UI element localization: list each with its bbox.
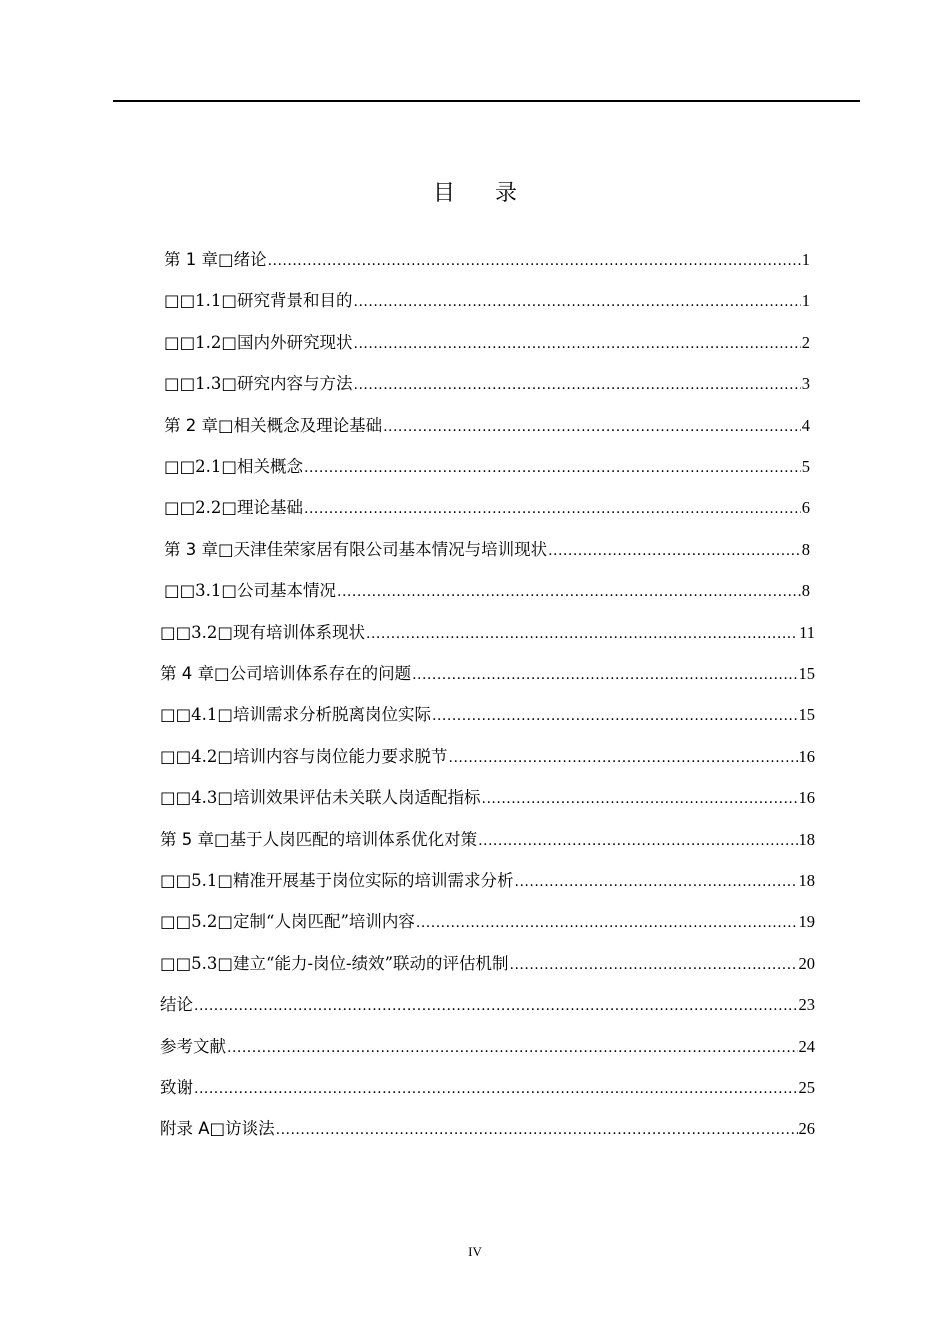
toc-entry-title: □□4.3□培训效果评估未关联人岗适配指标 — [160, 788, 481, 807]
dot-leader — [416, 909, 798, 937]
dot-leader — [227, 1034, 798, 1062]
dot-leader — [449, 744, 798, 772]
toc-entry[interactable] — [160, 1033, 815, 1061]
toc-entry-title: 第 3 章□天津佳荣家居有限公司基本情况与培训现状 — [164, 540, 548, 559]
dot-leader — [515, 868, 798, 896]
toc-entry-page: 24 — [798, 1037, 815, 1056]
toc-entry-page: 8 — [801, 581, 810, 600]
toc-entry-title: 第 5 章□基于人岗匹配的培训体系优化对策 — [160, 830, 478, 849]
dot-leader — [412, 661, 797, 689]
toc-entry-title: 第 2 章□相关概念及理论基础 — [164, 416, 383, 435]
toc-entry[interactable] — [164, 536, 810, 564]
toc-entry[interactable] — [160, 743, 815, 771]
toc-entry-page: 8 — [801, 540, 810, 559]
dot-leader — [366, 620, 798, 648]
dot-leader — [432, 702, 797, 730]
toc-entry[interactable] — [160, 1074, 815, 1102]
dot-leader — [510, 951, 798, 979]
toc-entry-page: 26 — [798, 1119, 815, 1138]
toc-entry-page: 1 — [801, 291, 810, 310]
toc-entry-page: 16 — [798, 788, 815, 807]
toc-entry-title: □□4.2□培训内容与岗位能力要求脱节 — [160, 747, 448, 766]
toc-entry[interactable] — [164, 412, 810, 440]
toc-entry-page: 25 — [798, 1078, 815, 1097]
toc-entry[interactable] — [164, 453, 810, 481]
toc-entry-title: □□5.3□建立“能力-岗位-绩效”联动的评估机制 — [160, 954, 509, 973]
toc-entry-page: 15 — [798, 664, 815, 683]
toc-entry[interactable] — [164, 329, 810, 357]
toc-entry-page: 4 — [801, 416, 810, 435]
toc-entry-page: 15 — [798, 705, 815, 724]
toc-entry-page: 16 — [798, 747, 815, 766]
toc-entry-title: □□1.2□国内外研究现状 — [164, 333, 353, 352]
dot-leader — [354, 288, 801, 316]
toc-entry[interactable] — [164, 577, 810, 605]
toc-entry-page: 11 — [799, 623, 815, 642]
dot-leader — [337, 578, 801, 606]
toc-entry[interactable] — [164, 370, 810, 398]
dot-leader — [478, 827, 797, 855]
dot-leader — [268, 247, 801, 275]
dot-leader — [276, 1116, 798, 1144]
toc-entry-page: 18 — [798, 871, 815, 890]
toc-entry-title: 第 1 章□绪论 — [164, 250, 267, 269]
toc-entry[interactable] — [160, 867, 815, 895]
toc-entry-page: 1 — [801, 250, 810, 269]
dot-leader — [194, 992, 798, 1020]
toc-entry-title: 结论 — [160, 995, 193, 1014]
toc-entry-page: 3 — [801, 374, 810, 393]
toc-entry-page: 2 — [801, 333, 810, 352]
toc-entry-title: 第 4 章□公司培训体系存在的问题 — [160, 664, 412, 683]
toc-entry[interactable] — [164, 494, 810, 522]
dot-leader — [482, 785, 798, 813]
toc-entry[interactable] — [160, 826, 815, 854]
toc-entry[interactable] — [160, 991, 815, 1019]
toc-entry[interactable] — [160, 784, 815, 812]
toc-entry[interactable] — [164, 246, 810, 274]
toc-entry-title: 参考文献 — [160, 1037, 226, 1056]
toc-entry[interactable] — [164, 287, 810, 315]
dot-leader — [354, 371, 801, 399]
dot-leader — [548, 537, 801, 565]
toc-entry-page: 6 — [801, 498, 810, 517]
toc-entry-title: □□2.1□相关概念 — [164, 457, 304, 476]
toc-entry[interactable] — [160, 701, 815, 729]
toc-entry-title: □□3.2□现有培训体系现状 — [160, 623, 366, 642]
toc-entry-title: 附录 A□访谈法 — [160, 1119, 275, 1138]
dot-leader — [304, 495, 801, 523]
toc-entry-page: 5 — [801, 457, 810, 476]
toc-entry-page: 23 — [798, 995, 815, 1014]
toc-entry-title: □□1.1□研究背景和目的 — [164, 291, 353, 310]
toc-entry[interactable] — [160, 660, 815, 688]
toc-entry-page: 20 — [798, 954, 815, 973]
toc-entry-page: 19 — [798, 912, 815, 931]
toc-entry[interactable] — [160, 1115, 815, 1143]
toc-entry-page: 18 — [798, 830, 815, 849]
dot-leader — [304, 454, 801, 482]
toc-entry-title: □□3.1□公司基本情况 — [164, 581, 337, 600]
toc-entry[interactable] — [160, 619, 815, 647]
toc-entry[interactable] — [160, 908, 815, 936]
toc-entry-title: □□1.3□研究内容与方法 — [164, 374, 353, 393]
toc-entry-title: □□2.2□理论基础 — [164, 498, 304, 517]
dot-leader — [354, 330, 801, 358]
page-title: 目录 — [432, 181, 557, 206]
toc-entry[interactable] — [160, 950, 815, 978]
toc-entry-title: □□5.2□定制“人岗匹配”培训内容 — [160, 912, 415, 931]
toc-entry-title: 致谢 — [160, 1078, 193, 1097]
footer-page-number: IV — [468, 1244, 482, 1259]
dot-leader — [194, 1075, 798, 1103]
dot-leader — [383, 413, 801, 441]
toc-entry-title: □□4.1□培训需求分析脱离岗位实际 — [160, 705, 432, 724]
toc-entry-title: □□5.1□精准开展基于岗位实际的培训需求分析 — [160, 871, 514, 890]
